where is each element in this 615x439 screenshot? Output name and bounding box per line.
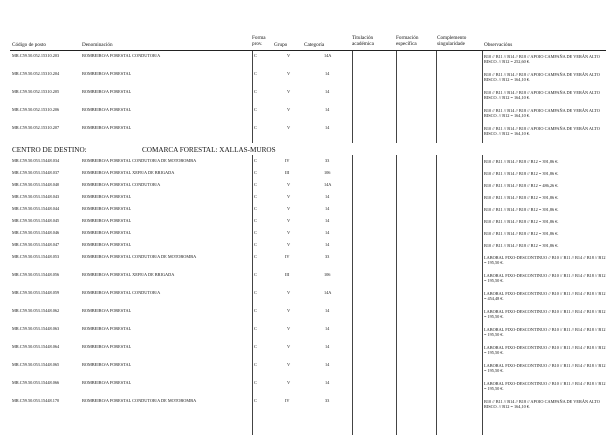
cell-forma: C [254, 254, 257, 259]
cell-codigo: MR.C59.50.053.15448.065 [12, 362, 60, 367]
cell-codigo: MR.C59.50.053.15448.056 [12, 272, 60, 277]
cell-denominacion: BOMBEIRO/A FORESTAL [82, 206, 132, 211]
cell-observacions: B10 // B11 // B14 // B18 // B12 = 391,86 €. [484, 195, 559, 200]
cell-categoria: 14 [325, 344, 330, 349]
cell-codigo: MR.C59.50.053.15448.046 [12, 230, 60, 235]
cell-grupo: V [287, 242, 291, 247]
cell-forma: C [254, 206, 257, 211]
cell-categoria: 14 [325, 206, 330, 211]
cell-categoria: 14 [325, 107, 330, 112]
cell-forma: C [254, 230, 257, 235]
header-titulacion: Titulación académica [352, 35, 374, 47]
cell-observacions: B10 // B11 // B14 // B18 // B12 = 391,86 €. [484, 159, 559, 164]
cell-grupo: IV [285, 158, 290, 163]
cell-categoria: 33 [325, 398, 330, 403]
cell-forma: C [254, 170, 257, 175]
cell-categoria: 14A [324, 290, 332, 295]
cell-denominacion: BOMBEIRO/A FORESTAL [82, 308, 132, 313]
cell-categoria: 33 [325, 254, 330, 259]
cell-forma: C [254, 194, 257, 199]
cell-categoria: 106 [324, 272, 331, 277]
cell-forma: C [254, 242, 257, 247]
cell-codigo: MR.C59.50.053.15448.066 [12, 380, 60, 385]
cell-observacions: LABORAL FIXO-DESCONTINUO // B10 // B11 // B14 // B18 // B12 = 454,48 €. [484, 291, 606, 302]
cell-codigo: MR.C59.50.053.15448.059 [12, 290, 60, 295]
cell-forma: C [254, 344, 257, 349]
cell-forma: C [254, 380, 257, 385]
cell-grupo: V [287, 53, 291, 58]
cell-denominacion: BOMBEIRO/A FORESTAL CONDUTOR/A [82, 182, 161, 187]
cell-grupo: V [287, 362, 291, 367]
cell-grupo: IV [285, 254, 290, 259]
cell-observacions: B10 // B11 // B14 // B18 // APOIO CAMPAÑA DE VERÁN ALTO RISCO. // B12 = 164,10 €. [484, 126, 600, 137]
column-rule [396, 155, 397, 435]
cell-forma: C [254, 272, 257, 277]
cell-grupo: V [287, 71, 291, 76]
cell-observacions: LABORAL FIXO-DESCONTINUO // B10 // B11 // B14 // B18 // B12 = 195,50 €. [484, 309, 606, 320]
cell-codigo: MR.C59.50.053.15448.063 [12, 326, 60, 331]
cell-codigo: MR.C59.50.052.15310.206 [12, 107, 60, 112]
cell-grupo: V [287, 326, 291, 331]
cell-denominacion: BOMBEIRO/A FORESTAL [82, 230, 132, 235]
cell-codigo: MR.C59.50.052.15310.205 [12, 89, 60, 94]
header-observacions: Observacións [484, 42, 513, 48]
cell-denominacion: BOMBEIRO/A FORESTAL CONDUTOR/A DE MOTOBOMBA [82, 158, 197, 163]
cell-forma: C [254, 107, 257, 112]
cell-grupo: V [287, 230, 291, 235]
cell-grupo: III [285, 272, 290, 277]
cell-denominacion: BOMBEIRO/A FORESTAL [82, 89, 132, 94]
header-rule [10, 50, 606, 51]
header-complemento: Complemento singularidade [437, 35, 467, 47]
cell-observacions: B10 // B11 // B14 // B18 // B12 = 391,86 €. [484, 219, 559, 224]
cell-grupo: V [287, 194, 291, 199]
column-rule [482, 155, 483, 435]
cell-denominacion: BOMBEIRO/A FORESTAL XEFE/A DE BRIGADA [82, 170, 175, 175]
cell-denominacion: BOMBEIRO/A FORESTAL [82, 362, 132, 367]
cell-observacions: B10 // B11 // B14 // B18 // B12 = 391,86 €. [484, 231, 559, 236]
cell-grupo: V [287, 89, 291, 94]
cell-categoria: 14 [325, 89, 330, 94]
cell-forma: C [254, 158, 257, 163]
cell-denominacion: BOMBEIRO/A FORESTAL [82, 218, 132, 223]
cell-observacions: B10 // B11 // B14 // B18 // APOIO CAMPAÑA DE VERÁN ALTO RISCO. // B12 = 164,10 €. [484, 108, 600, 119]
column-rule [352, 51, 353, 143]
cell-categoria: 14 [325, 308, 330, 313]
cell-grupo: V [287, 308, 291, 313]
cell-denominacion: BOMBEIRO/A FORESTAL [82, 242, 132, 247]
cell-forma: C [254, 89, 257, 94]
cell-categoria: 106 [324, 170, 331, 175]
cell-grupo: V [287, 107, 291, 112]
column-rule [352, 155, 353, 435]
cell-observacions: LABORAL FIXO-DESCONTINUO // B10 // B11 // B14 // B18 // B12 = 195,50 €. [484, 327, 606, 338]
cell-denominacion: BOMBEIRO/A FORESTAL CONDUTOR/A [82, 53, 161, 58]
cell-observacions: LABORAL FIXO-DESCONTINUO // B10 // B11 // B14 // B18 // B12 = 195,50 €. [484, 381, 606, 392]
cell-codigo: MR.C59.50.053.15448.064 [12, 344, 60, 349]
cell-codigo: MR.C59.50.053.15448.047 [12, 242, 60, 247]
cell-observacions: LABORAL FIXO-DESCONTINUO // B10 // B11 // B14 // B18 // B12 = 195,50 €. [484, 273, 606, 284]
cell-observacions: B10 // B11 // B14 // B18 // APOIO CAMPAÑA DE VERÁN ALTO RISCO. // B12 = 164,10 €. [484, 72, 600, 83]
cell-denominacion: BOMBEIRO/A FORESTAL [82, 380, 132, 385]
cell-observacions: B10 // B11 // B14 // B18 // B12 = 486,26 €. [484, 183, 559, 188]
cell-codigo: MR.C59.50.053.15448.062 [12, 308, 60, 313]
header-denominacion: Denominación [82, 42, 113, 48]
header-forma-prov: Forma prov. [252, 35, 266, 47]
cell-observacions: B10 // B11 // B14 // B18 // APOIO CAMPAÑA DE VERÁN ALTO RISCO. // B12 = 252,60 €. [484, 54, 600, 65]
cell-forma: C [254, 398, 257, 403]
cell-observacions: B10 // B11 // B14 // B18 // B12 = 391,86 €. [484, 207, 559, 212]
cell-observacions: B10 // B11 // B14 // B18 // APOIO CAMPAÑA DE VERÁN ALTO RISCO. // B12 = 164,10 €. [484, 90, 600, 101]
cell-forma: C [254, 290, 257, 295]
cell-categoria: 14 [325, 71, 330, 76]
column-rule [396, 51, 397, 143]
cell-codigo: MR.C59.50.053.15448.053 [12, 254, 60, 259]
column-rule [482, 51, 483, 143]
column-rule [436, 155, 437, 435]
cell-forma: C [254, 53, 257, 58]
column-rule [252, 155, 253, 435]
cell-grupo: V [287, 380, 291, 385]
cell-denominacion: BOMBEIRO/A FORESTAL [82, 344, 132, 349]
cell-codigo: MR.C59.50.052.15310.204 [12, 71, 60, 76]
cell-forma: C [254, 182, 257, 187]
cell-codigo: MR.C59.50.053.15448.045 [12, 218, 60, 223]
cell-denominacion: BOMBEIRO/A FORESTAL CONDUTOR/A [82, 290, 161, 295]
cell-grupo: V [287, 344, 291, 349]
cell-categoria: 33 [325, 158, 330, 163]
cell-observacions: B10 // B11 // B14 // B18 // B12 = 391,86 €. [484, 171, 559, 176]
cell-categoria: 14 [325, 362, 330, 367]
cell-categoria: 14 [325, 326, 330, 331]
header-categoria: Categoría [304, 42, 325, 48]
cell-denominacion: BOMBEIRO/A FORESTAL CONDUTOR/A DE MOTOBOMBA [82, 398, 197, 403]
section-name: COMARCA FORESTAL: XALLAS-MUROS [142, 146, 276, 154]
cell-codigo: MR.C59.50.052.15310.203 [12, 53, 60, 58]
header-formacion: Formación específica [396, 35, 419, 47]
cell-grupo: V [287, 206, 291, 211]
cell-codigo: MR.C59.50.053.15448.034 [12, 158, 60, 163]
cell-categoria: 14 [325, 242, 330, 247]
cell-grupo: III [285, 170, 290, 175]
cell-categoria: 14A [324, 182, 332, 187]
cell-grupo: V [287, 125, 291, 130]
cell-categoria: 14 [325, 380, 330, 385]
cell-forma: C [254, 326, 257, 331]
cell-forma: C [254, 218, 257, 223]
cell-categoria: 14 [325, 125, 330, 130]
cell-observacions: LABORAL FIXO-DESCONTINUO // B10 // B11 // B14 // B18 // B12 = 195,50 €. [484, 255, 606, 266]
cell-forma: C [254, 125, 257, 130]
cell-denominacion: BOMBEIRO/A FORESTAL [82, 326, 132, 331]
cell-denominacion: BOMBEIRO/A FORESTAL [82, 125, 132, 130]
cell-forma: C [254, 71, 257, 76]
cell-denominacion: BOMBEIRO/A FORESTAL CONDUTOR/A DE MOTOBOMBA [82, 254, 197, 259]
cell-grupo: V [287, 182, 291, 187]
cell-categoria: 14A [324, 53, 332, 58]
cell-grupo: IV [285, 398, 290, 403]
cell-grupo: V [287, 218, 291, 223]
cell-categoria: 14 [325, 218, 330, 223]
cell-observacions: LABORAL FIXO-DESCONTINUO // B10 // B11 // B14 // B18 // B12 = 195,50 €. [484, 363, 606, 374]
cell-forma: C [254, 362, 257, 367]
cell-codigo: MR.C59.50.053.15448.043 [12, 194, 60, 199]
cell-forma: C [254, 308, 257, 313]
cell-denominacion: BOMBEIRO/A FORESTAL XEFE/A DE BRIGADA [82, 272, 175, 277]
cell-codigo: MR.C59.50.053.15448.044 [12, 206, 60, 211]
cell-observacions: B10 // B11 // B14 // B18 // B12 = 391,86 €. [484, 243, 559, 248]
cell-codigo: MR.C59.50.053.15448.170 [12, 398, 60, 403]
header-grupo: Grupo [274, 42, 288, 48]
cell-grupo: V [287, 290, 291, 295]
column-rule [252, 51, 253, 143]
header-codigo: Código de posto [12, 42, 47, 48]
cell-categoria: 14 [325, 230, 330, 235]
cell-codigo: MR.C59.50.053.15448.037 [12, 170, 60, 175]
column-rule [436, 51, 437, 143]
cell-observacions: B10 // B11 // B14 // B18 // APOIO CAMPAÑA DE VERÁN ALTO RISCO. // B12 = 164,10 €. [484, 399, 600, 410]
cell-codigo: MR.C59.50.052.15310.207 [12, 125, 60, 130]
cell-denominacion: BOMBEIRO/A FORESTAL [82, 71, 132, 76]
cell-observacions: LABORAL FIXO-DESCONTINUO // B10 // B11 // B14 // B18 // B12 = 195,50 €. [484, 345, 606, 356]
section-label: CENTRO DE DESTINO: [12, 146, 87, 154]
cell-denominacion: BOMBEIRO/A FORESTAL [82, 107, 132, 112]
cell-denominacion: BOMBEIRO/A FORESTAL [82, 194, 132, 199]
cell-categoria: 14 [325, 194, 330, 199]
cell-codigo: MR.C59.50.053.15448.040 [12, 182, 60, 187]
